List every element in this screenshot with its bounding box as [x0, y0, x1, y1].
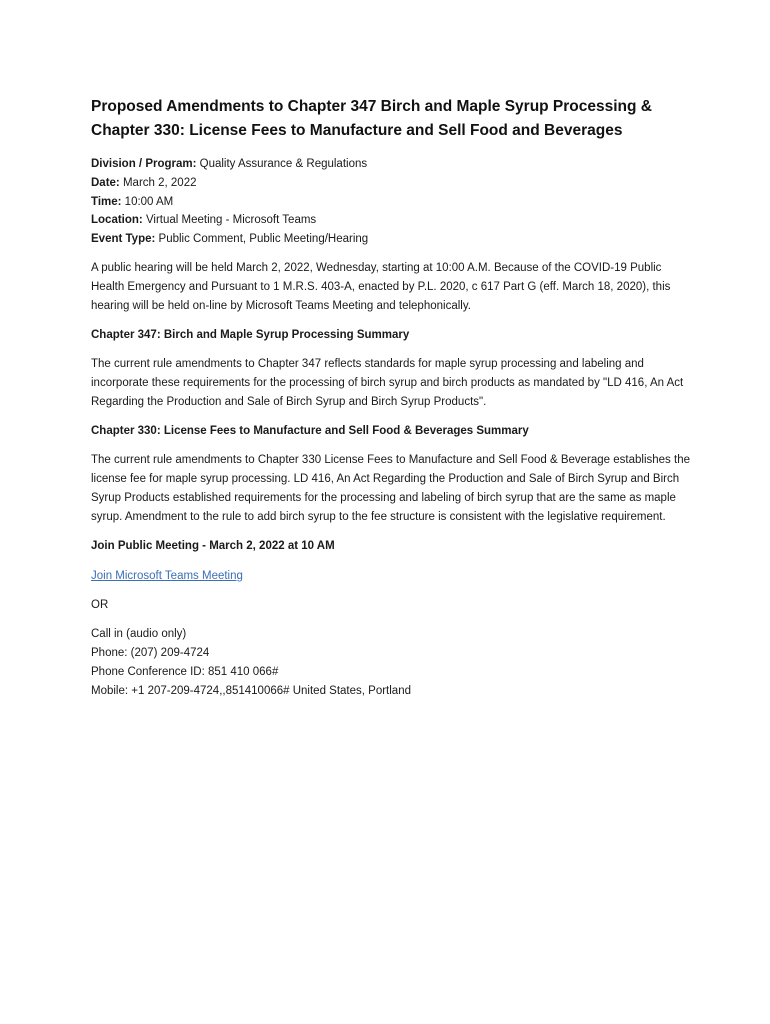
- meta-division: [91, 155, 691, 174]
- join-teams-meeting-link[interactable]: Join Microsoft Teams Meeting: [91, 569, 243, 582]
- meta-label: Date:: [91, 176, 120, 189]
- section-body-chapter-330: The current rule amendments to Chapter 330 License Fees to Manufacture and Sell Food & Beverage establishes the license fee for maple syrup processing. LD 416, An Act Regarding the Production and Sale of Birch Syrup and Birch Syrup Products established requirements for the processing and labeling of birch syrup that are the same as maple syrup. Amendment to the rule to add birch syrup to the fee structure is consistent with the legislative requirement.: [91, 453, 690, 523]
- meta-value: March 2, 2022: [122, 176, 197, 189]
- meta-date: [91, 174, 691, 193]
- join-link-wrapper: [91, 566, 691, 596]
- meta-label: Division / Program:: [91, 158, 197, 170]
- meta-value: Quality Assurance & Regulations: [199, 158, 368, 170]
- meta-time: [91, 193, 691, 212]
- mobile-number: Mobile: +1 207-209-4724,,851410066# United States, Portland: [91, 684, 411, 697]
- meta-value: Virtual Meeting - Microsoft Teams: [145, 214, 317, 227]
- meta-label: Time:: [91, 195, 122, 208]
- meta-label: Location:: [91, 214, 143, 227]
- meta-value: Public Comment, Public Meeting/Hearing: [158, 233, 369, 246]
- page-title: Proposed Amendments to Chapter 347 Birch and Maple Syrup Processing & Chapter 330: License Fees to Manufacture and Sell Food and Beverages: [91, 98, 652, 139]
- meta-event-type: [91, 230, 691, 249]
- section-heading-chapter-330: Chapter 330: License Fees to Manufacture and Sell Food & Beverages Summary: [91, 424, 529, 437]
- meta-value: 10:00 AM: [124, 195, 174, 208]
- intro-paragraph: A public hearing will be held March 2, 2022, Wednesday, starting at 10:00 A.M. Because of the COVID-19 Public Health Emergency and Pursuant to 1 M.R.S. 403-A, enacted by P.L. 2020, c 617 Part G (eff. March 18, 2020), this hearing will be held on-line by Microsoft Teams Meeting and telephonically.: [91, 261, 671, 312]
- meta-location: [91, 211, 691, 230]
- section-heading-chapter-347: Chapter 347: Birch and Maple Syrup Processing Summary: [91, 328, 410, 341]
- conference-id: Phone Conference ID: 851 410 066#: [91, 665, 279, 678]
- document-page: [91, 95, 691, 711]
- or-text: OR: [91, 598, 109, 611]
- section-body-chapter-347: The current rule amendments to Chapter 347 reflects standards for maple syrup processing and labeling and incorporate these requirements for the processing of birch syrup and birch products as mandated by "LD 416, An Act Regarding the Production and Sale of Birch Syrup and Birch Syrup Products".: [91, 357, 684, 408]
- join-meeting-heading: Join Public Meeting - March 2, 2022 at 10 AM: [91, 539, 335, 552]
- call-in-label: Call in (audio only): [91, 627, 187, 640]
- phone-number: Phone: (207) 209-4724: [91, 646, 210, 659]
- meta-label: Event Type:: [91, 233, 156, 246]
- event-details: [91, 155, 691, 249]
- call-in-details: [91, 625, 691, 701]
